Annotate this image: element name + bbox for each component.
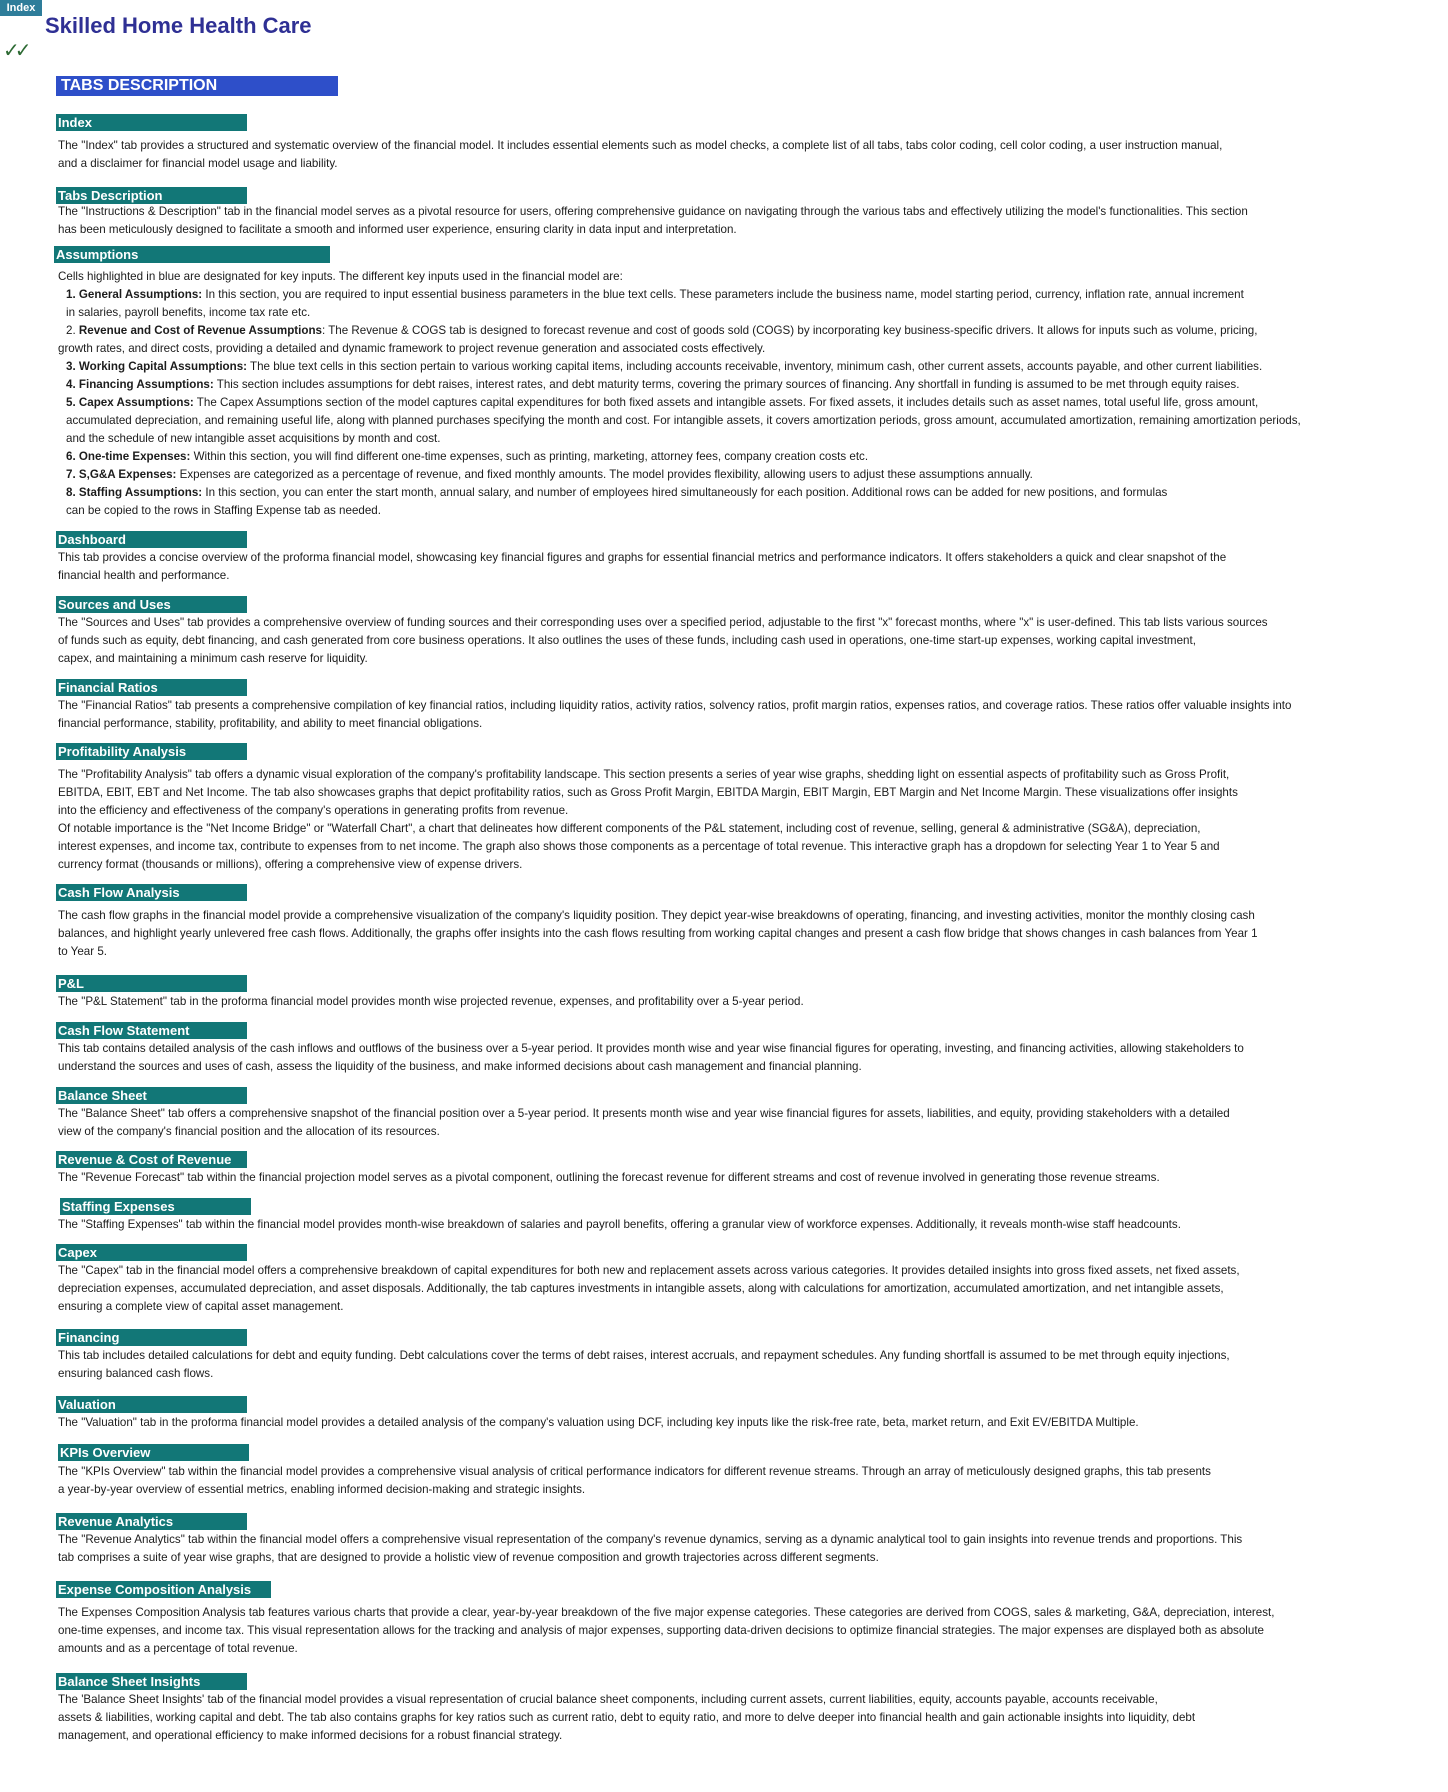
description-line: The "Balance Sheet" tab offers a comprehensive snapshot of the financial position over a 5-year period. It presents month wise and year wise financial figures for assets, liabilities, and equity, providing stakeholders with a detailed (58, 1107, 1230, 1120)
description-line: The "Financial Ratios" tab presents a comprehensive compilation of key financial ratios, including liquidity ratios, activity ratios, solvency ratios, profit margin ratios, expenses ratios, and coverage ratios. These ratios offer valuable insights into (58, 699, 1292, 712)
section-body-revenue-cost (58, 1169, 1388, 1187)
section-label-pl: P&L (56, 975, 247, 992)
tabs-description-header: TABS DESCRIPTION (56, 76, 338, 96)
assumption-text: In this section, you can enter the start month, annual salary, and number of employees hired simultaneously for each position. Additional rows can be added for new positions, and formulas (202, 486, 1168, 499)
section-label-profitability: Profitability Analysis (56, 743, 247, 760)
description-line: The "Index" tab provides a structured and systematic overview of the financial model. It includes essential elements such as model checks, a complete list of all tabs, tabs color coding, cell color coding, a user instruction manual, (58, 139, 1223, 152)
assumption-text: : The Revenue & COGS tab is designed to forecast revenue and cost of goods sold (COGS) by incorporating key business-specific drivers. It allows for inputs such as volume, pricing, (321, 324, 1258, 337)
description-line: This tab contains detailed analysis of the cash inflows and outflows of the business over a 5-year period. It provides month wise and year wise financial figures for operating, investing, and financing activities, allowing stakeholders to (58, 1042, 1244, 1055)
description-line: ensuring a complete view of capital asset management. (58, 1300, 344, 1313)
assumption-item-6 (58, 448, 1388, 466)
assumption-item-8-cont (58, 502, 1388, 520)
assumption-heading: 5. Capex Assumptions: (66, 396, 194, 409)
section-label-sources-uses: Sources and Uses (56, 596, 247, 613)
section-label-assumptions: Assumptions (54, 246, 330, 263)
assumption-text: The blue text cells in this section pertain to various working capital items, including accounts receivable, inventory, minimum cash, other current assets, accounts payable, and other current liabilities. (247, 360, 1263, 373)
assumption-item-3 (58, 358, 1388, 376)
assumption-text: and the schedule of new intangible asset acquisitions by month and cost. (66, 432, 441, 445)
description-line: assets & liabilities, working capital and debt. The tab also contains graphs for key ratios such as current ratio, debt to equity ratio, and more to delve deeper into financial health and gain actionable insights into liquidity, debt (58, 1711, 1196, 1724)
assumption-text: Within this section, you will find different one-time expenses, such as printing, marketing, attorney fees, company creation costs etc. (190, 450, 869, 463)
model-checks-icon: ✓✓ (3, 40, 27, 62)
section-label-dashboard: Dashboard (56, 531, 247, 548)
description-line: The "Revenue Analytics" tab within the financial model offers a comprehensive visual representation of the company's revenue dynamics, serving as a dynamic analytical tool to gain insights into revenue trends and proportions. This (58, 1533, 1243, 1546)
section-label-tabs-description: Tabs Description (56, 187, 247, 204)
assumption-item-5-cont (58, 430, 1388, 448)
section-body-sources-uses (58, 614, 1388, 668)
description-line: The 'Balance Sheet Insights' tab of the financial model provides a visual representation of crucial balance sheet components, including current assets, current liabilities, equity, accounts payable, accounts receivable, (58, 1693, 1158, 1706)
description-line: has been meticulously designed to facilitate a smooth and informed user experience, ensuring clarity in data input and interpretation. (58, 223, 737, 236)
description-line: This tab provides a concise overview of the proforma financial model, showcasing key financial figures and graphs for essential financial metrics and performance indicators. It offers stakeholders a quick and clear snapshot of the (58, 551, 1227, 564)
description-line: tab comprises a suite of year wise graphs, that are designed to provide a holistic view of revenue composition and growth trajectories across different segments. (58, 1551, 879, 1564)
section-body-capex (58, 1262, 1388, 1316)
section-label-capex: Capex (56, 1244, 247, 1261)
description-line: ensuring balanced cash flows. (58, 1367, 214, 1380)
assumption-text: accumulated depreciation, and remaining useful life, along with planned purchases specifying the month and cost. For intangible assets, it covers amortization periods, gross amount, accumulated amortization, remaining amortization periods, (66, 414, 1301, 427)
section-label-index: Index (56, 114, 247, 131)
section-body-financing (58, 1347, 1388, 1383)
assumptions-intro: Cells highlighted in blue are designated for key inputs. The different key inputs used in the financial model are: (58, 270, 623, 283)
section-body-staffing (58, 1216, 1388, 1234)
description-line: capex, and maintaining a minimum cash reserve for liquidity. (58, 652, 368, 665)
description-line: The "Instructions & Description" tab in the financial model serves as a pivotal resource for users, offering comprehensive guidance on navigating through the various tabs and effectively utilizing the model's functionalities. This section (58, 205, 1248, 218)
assumption-item-7 (58, 466, 1388, 484)
description-line: The "P&L Statement" tab in the proforma financial model provides month wise projected revenue, expenses, and profitability over a 5-year period. (58, 995, 804, 1008)
description-line: view of the company's financial position and the allocation of its resources. (58, 1125, 440, 1138)
description-line: The "Staffing Expenses" tab within the financial model provides month-wise breakdown of salaries and payroll benefits, offering a granular view of workforce expenses. Additionally, it reveals month-wise staff headcounts. (58, 1218, 1181, 1231)
assumption-heading: 3. Working Capital Assumptions: (66, 360, 248, 373)
assumption-heading: Revenue and Cost of Revenue Assumptions (78, 324, 322, 337)
assumption-item-5 (58, 394, 1388, 412)
assumption-item-2 (58, 322, 1388, 340)
assumption-text: The Capex Assumptions section of the model captures capital expenditures for both fixed assets and intangible assets. For fixed assets, it includes details such as asset names, total useful life, gross amount, (193, 396, 1259, 409)
assumption-text: This section includes assumptions for debt raises, interest rates, and debt maturity terms, covering the primary sources of financing. Any shortfall in funding is assumed to be met through equity raises. (213, 378, 1240, 391)
assumption-heading: 7. S,G&A Expenses: (66, 468, 177, 481)
description-line: This tab includes detailed calculations for debt and equity funding. Debt calculations cover the terms of debt raises, interest accruals, and repayment schedules. Any funding shortfall is assumed to be met through equity injections, (58, 1349, 1230, 1362)
assumption-heading: 4. Financing Assumptions: (66, 378, 214, 391)
description-line: and a disclaimer for financial model usage and liability. (58, 157, 338, 170)
assumption-item-1-cont (58, 304, 1388, 322)
description-line: Of notable importance is the "Net Income Bridge" or "Waterfall Chart", a chart that delineates how different components of the P&L statement, including cost of revenue, selling, general & administrative (SG&A), depreciation, (58, 822, 1201, 835)
section-body-pl (58, 993, 1388, 1011)
assumption-item-8 (58, 484, 1388, 502)
description-line: a year-by-year overview of essential metrics, enabling informed decision-making and strategic insights. (58, 1483, 586, 1496)
section-body-valuation (58, 1414, 1388, 1432)
description-line: The Expenses Composition Analysis tab features various charts that provide a clear, year-by-year breakdown of the five major expense categories. These categories are derived from COGS, sales & marketing, G&A, depreciation, interest, (58, 1606, 1275, 1619)
assumption-heading: 1. General Assumptions: (66, 288, 203, 301)
section-body-cash-flow-statement (58, 1040, 1388, 1076)
description-line: The "Capex" tab in the financial model offers a comprehensive breakdown of capital expenditures for both new and replacement assets across various categories. It provides detailed insights into gross fixed assets, net fixed assets, (58, 1264, 1240, 1277)
section-body-balance-sheet (58, 1105, 1388, 1141)
section-label-financing: Financing (56, 1329, 247, 1346)
index-nav-button[interactable]: Index (0, 0, 42, 16)
section-body-expense-composition (58, 1604, 1388, 1658)
description-line: The "Sources and Uses" tab provides a comprehensive overview of funding sources and their corresponding uses over a specified period, adjustable to the first "x" forecast months, where "x" is user-defined. This tab lists various sources (58, 616, 1268, 629)
description-line: financial performance, stability, profitability, and ability to meet financial obligations. (58, 717, 483, 730)
description-line: into the efficiency and effectiveness of the company's operations in generating profits from revenue. (58, 804, 569, 817)
section-body-cash-flow-analysis (58, 907, 1388, 961)
assumption-prefix: 2. (66, 324, 79, 337)
section-label-revenue-cost: Revenue & Cost of Revenue (56, 1151, 247, 1168)
description-line: balances, and highlight yearly unlevered free cash flows. Additionally, the graphs offer insights into the cash flows resulting from working capital changes and present a cash flow bridge that shows changes in cash balances from Year 1 (58, 927, 1258, 940)
assumption-text: can be copied to the rows in Staffing Expense tab as needed. (66, 504, 381, 517)
section-label-revenue-analytics: Revenue Analytics (56, 1513, 247, 1530)
description-line: of funds such as equity, debt financing, and cash generated from core business operations. It also outlines the uses of these funds, including cash used in operations, one-time start-up expenses, working capital investment, (58, 634, 1196, 647)
section-label-kpis: KPIs Overview (58, 1444, 249, 1461)
section-label-cash-flow-statement: Cash Flow Statement (56, 1022, 247, 1039)
section-label-balance-sheet: Balance Sheet (56, 1087, 247, 1104)
section-label-bs-insights: Balance Sheet Insights (56, 1673, 247, 1690)
assumption-text: Expenses are categorized as a percentage of revenue, and fixed monthly amounts. The model provides flexibility, allowing users to adjust these assumptions annually. (176, 468, 1033, 481)
assumption-text: in salaries, payroll benefits, income tax rate etc. (66, 306, 311, 319)
description-line: management, and operational efficiency to make informed decisions for a robust financial strategy. (58, 1729, 563, 1742)
section-body-index (58, 137, 1388, 173)
description-line: The "Revenue Forecast" tab within the financial projection model serves as a pivotal component, outlining the forecast revenue for different streams and cost of revenue involved in generating those revenue streams. (58, 1171, 1160, 1184)
section-label-expense-composition: Expense Composition Analysis (56, 1581, 271, 1598)
section-body-profitability (58, 766, 1388, 874)
assumption-item-4 (58, 376, 1388, 394)
description-line: understand the sources and uses of cash, assess the liquidity of the business, and make informed decisions about cash management and financial planning. (58, 1060, 862, 1073)
description-line: The "KPIs Overview" tab within the financial model provides a comprehensive visual analysis of critical performance indicators for different revenue streams. Through an array of meticulously designed graphs, this tab presents (58, 1465, 1211, 1478)
assumption-text: In this section, you are required to input essential business parameters in the blue text cells. These parameters include the business name, model starting period, currency, inflation rate, annual increment (202, 288, 1244, 301)
description-line: amounts and as a percentage of total revenue. (58, 1642, 298, 1655)
section-body-assumptions (58, 268, 1388, 520)
section-body-bs-insights (58, 1691, 1388, 1745)
section-body-tabs-description (58, 203, 1388, 239)
section-body-dashboard (58, 549, 1388, 585)
assumption-item-2-cont (58, 340, 1388, 358)
description-line: The cash flow graphs in the financial model provide a comprehensive visualization of the company's liquidity position. They depict year-wise breakdowns of operating, financing, and investing activities, monitor the monthly closing cash (58, 909, 1255, 922)
assumption-item-5-cont (58, 412, 1388, 430)
assumption-item-1 (58, 286, 1388, 304)
description-line: depreciation expenses, accumulated depreciation, and asset disposals. Additionally, the tab captures investments in intangible assets, along with calculations for amortization, accumulated amortization, and net intangible assets, (58, 1282, 1224, 1295)
section-label-cash-flow-analysis: Cash Flow Analysis (56, 884, 247, 901)
description-line: financial health and performance. (58, 569, 230, 582)
section-label-valuation: Valuation (56, 1396, 247, 1413)
section-body-revenue-analytics (58, 1531, 1388, 1567)
section-label-staffing: Staffing Expenses (60, 1198, 251, 1215)
description-line: EBITDA, EBIT, EBT and Net Income. The tab also showcases graphs that depict profitability ratios, such as Gross Profit Margin, EBITDA Margin, EBIT Margin, EBT Margin and Net Income Margin. These visualizations offer insights (58, 786, 1238, 799)
description-line: The "Profitability Analysis" tab offers a dynamic visual exploration of the company's profitability landscape. This section presents a series of year wise graphs, shedding light on essential aspects of profitability such as Gross Profit, (58, 768, 1230, 781)
assumption-heading: 8. Staffing Assumptions: (66, 486, 203, 499)
section-label-financial-ratios: Financial Ratios (56, 679, 247, 696)
assumption-heading: 6. One-time Expenses: (66, 450, 191, 463)
description-line: one-time expenses, and income tax. This visual representation allows for the tracking and analysis of major expenses, supporting data-driven decisions to optimize financial strategies. The major expenses are displayed both as absolute (58, 1624, 1264, 1637)
description-line: currency format (thousands or millions), offering a comprehensive view of expense drivers. (58, 858, 523, 871)
description-line: The "Valuation" tab in the proforma financial model provides a detailed analysis of the company's valuation using DCF, including key inputs like the risk-free rate, beta, market return, and Exit EV/EBITDA Multiple. (58, 1416, 1139, 1429)
assumption-text: growth rates, and direct costs, providing a detailed and dynamic framework to project revenue generation and associated costs effectively. (58, 342, 766, 355)
description-line: to Year 5. (58, 945, 107, 958)
section-body-kpis (58, 1463, 1388, 1499)
section-body-financial-ratios (58, 697, 1388, 733)
page-title: Skilled Home Health Care (45, 13, 312, 38)
description-line: interest expenses, and income tax, contribute to expenses from to net income. The graph also shows those components as a percentage of total revenue. This interactive graph has a dropdown for selecting Year 1 to Year 5 and (58, 840, 1220, 853)
